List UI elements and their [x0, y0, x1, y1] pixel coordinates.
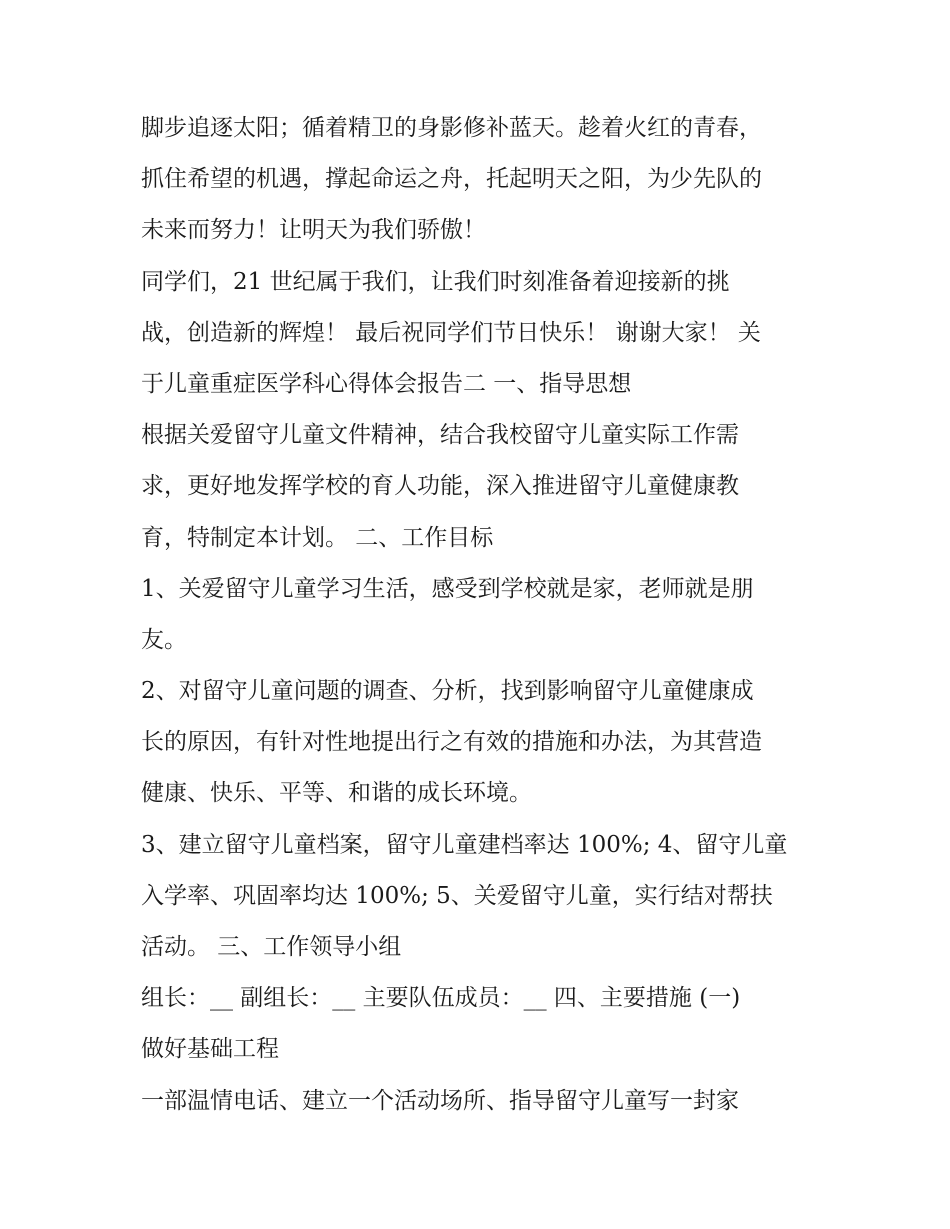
text-line: 抓住希望的机遇，撑起命运之舟，托起明天之阳，为少先队的: [141, 166, 762, 193]
text-line: 于儿童重症医学科心得体会报告二 一、指导思想: [141, 370, 632, 397]
text-line: 做好基础工程: [141, 1036, 279, 1063]
text-line: 脚步追逐太阳；循着精卫的身影修补蓝天。趁着火红的青春，: [141, 115, 762, 141]
text-line: 长的原因，有针对性地提出行之有效的措施和办法，为其营造: [141, 729, 762, 756]
text-line: 求，更好地发挥学校的育人功能，深入推进留守儿童健康教: [141, 473, 739, 500]
text-line: 2、对留守儿童问题的调查、分析，找到影响留守儿童健康成: [141, 678, 754, 705]
text-line: 友。: [141, 626, 187, 653]
text-line: 3、建立留守儿童档案，留守儿童建档率达 100%; 4、留守儿童: [141, 831, 788, 858]
text-line: 活动。 三、工作领导小组: [141, 934, 402, 960]
text-line: 战，创造新的辉煌！ 最后祝同学们节日快乐！ 谢谢大家！ 关: [141, 319, 761, 346]
document-body: [141, 103, 821, 1127]
text-line: 入学率、巩固率均达 100%; 5、关爱留守儿童，实行结对帮扶: [141, 882, 773, 909]
text-line: 未来而努力！让明天为我们骄傲！: [141, 217, 486, 244]
text-line: 组长：__ 副组长：__ 主要队伍成员：__ 四、主要措施 (一): [141, 985, 741, 1012]
text-line: 健康、快乐、平等、和谐的成长环境。: [141, 780, 532, 807]
text-line: 育，特制定本计划。 二、工作目标: [141, 524, 494, 551]
text-line: 一部温情电话、建立一个活动场所、指导留守儿童写一封家: [141, 1087, 739, 1114]
text-line: 1、关爱留守儿童学习生活，感受到学校就是家，老师就是朋: [141, 575, 754, 602]
text-line: 根据关爱留守儿童文件精神，结合我校留守儿童实际工作需: [141, 422, 739, 449]
text-line: 同学们，21 世纪属于我们，让我们时刻准备着迎接新的挑: [141, 268, 730, 295]
